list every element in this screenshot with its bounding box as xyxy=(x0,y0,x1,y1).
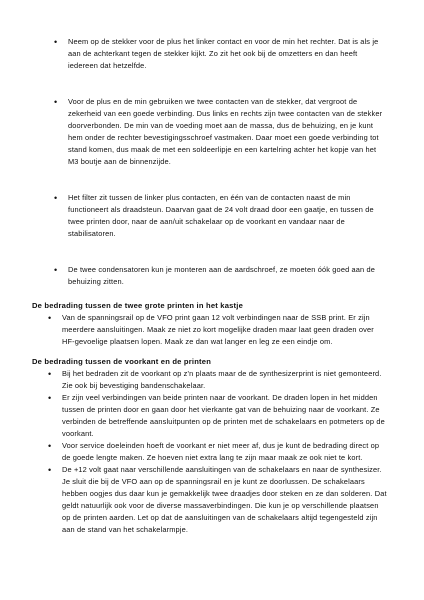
section-printen xyxy=(32,300,388,348)
bullet-paragraph: • Neem op de stekker voor de plus het linker contact en voor de min het rechter. Dat is als je aan de achterkant tegen de stekker kijkt. Zo zit het ook bij de omzetters en dan heeft iedereen dat hetzelfde. xyxy=(54,36,388,72)
bullet-paragraph: • Het filter zit tussen de linker plus contacten, en één van de contacten naast de min functioneert als draadsteun. Daarvan gaat de 24 volt draad door een gaatje, en tussen de twee printen door, naar de aan/uit schakelaar op de voorkant en vandaar naar de stabilisatoren. xyxy=(54,192,388,240)
section-bullet: • Bij het bedraden zit de voorkant op z'n plaats maar de de synthesizerprint is niet gemonteerd. Zie ook bij bevestiging bandenschakelaar. xyxy=(48,368,388,392)
section-voorkant xyxy=(32,356,388,536)
section-bullet: • Van de spanningsrail op de VFO print gaan 12 volt verbindingen naar de SSB print. Er zijn meerdere aansluitingen. Maak ze niet zo kort mogelijke draden maar laat geen draden over HF-gevoelige plaatsen lopen. Maak ze dan wat langer en leg ze een eindje om. xyxy=(48,312,388,348)
section-heading: De bedrading tussen de twee grote printen in het kastje xyxy=(32,301,244,310)
section-bullet: • Voor service doeleinden hoeft de voorkant er niet meer af, dus je kunt de bedrading direct op de goede lengte maken. Ze hoeven niet extra lang te zijn maar maak ze ook niet te kort. xyxy=(48,440,388,464)
section-bullet: • De +12 volt gaat naar verschillende aansluitingen van de schakelaars en naar de synthesizer. Je sluit die bij de VFO aan op de spanningsrail en je kunt ze doorlussen. De schakelaars hebben oogjes dus daar kun je gemakkelijk twee draadjes door steken en ze dan solderen. Dat geldt natuurlijk ook voor de diverse massaverbindingen. Die kun je op verschillende plaatsen op de printen aarden. Let op dat de aansluitingen van de schakelaars altijd tegengesteld zijn aan de stand van het schakelarmpje. xyxy=(48,464,388,536)
bullet-paragraph: • Voor de plus en de min gebruiken we twee contacten van de stekker, dat vergroot de zekerheid van een goede verbinding. Dus links en rechts zijn twee contacten van de stekker doorverbonden. De min van de voeding moet aan de massa, dus de behuizing, en je kunt hem onder de rechter bevestigingsschroef vastmaken. Daar moet een goede verbinding tot stand komen, dus maak de met een soldeerlipje en een kartelring achter het kopje van het M3 boutje aan de binnenzijde. xyxy=(54,96,388,168)
section-bullet: • Er zijn veel verbindingen van beide printen naar de voorkant. De draden lopen in het midden tussen de printen door en gaan door het vierkante gat van de behuizing naar de voorkant. Ze verbinden de betreffende aansluitpunten op de printen met de schakelaars en potmeters op de voorkant. xyxy=(48,392,388,440)
section-heading: De bedrading tussen de voorkant en de printen xyxy=(32,357,212,366)
bullet-paragraph: • De twee condensatoren kun je monteren aan de aardschroef, ze moeten óók goed aan de behuizing zitten. xyxy=(54,264,388,288)
